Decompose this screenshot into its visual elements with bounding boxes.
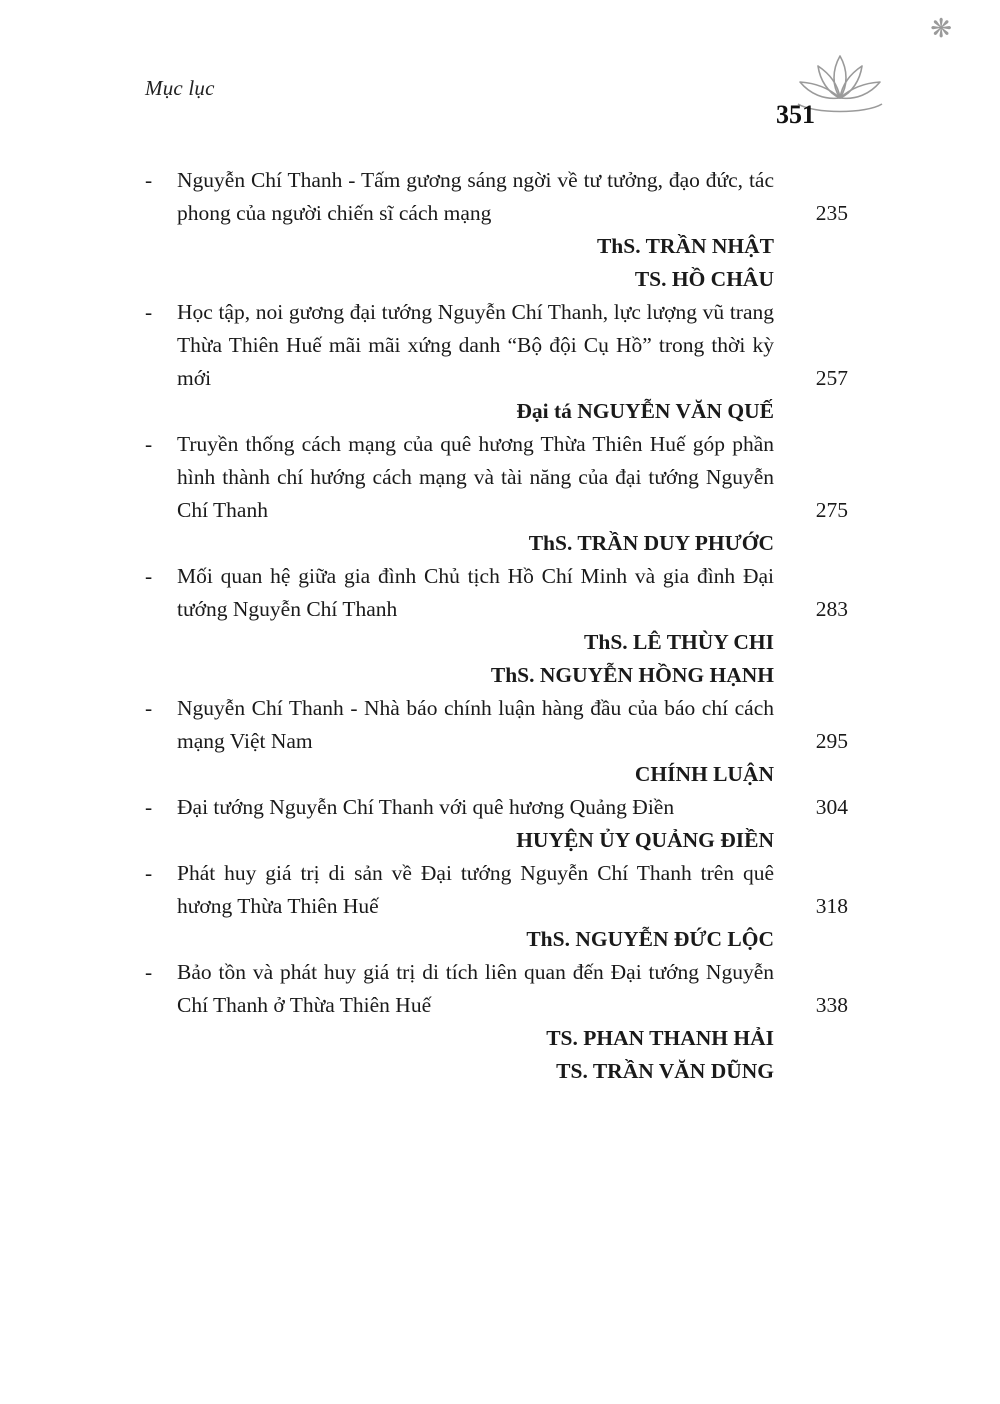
entry-page-number: 283: [815, 597, 848, 621]
entry-title: Bảo tồn và phát huy giá trị di tích liên quan đến Đại tướng Nguyễn Chí Thanh ở Thừa Thiên Huế: [177, 960, 774, 1017]
toc-entry-row: [145, 956, 848, 1022]
entry-dash: -: [145, 432, 153, 456]
entry-page-number: 235: [815, 201, 848, 225]
entry-dash: -: [145, 861, 153, 885]
author-name: Đại tá NGUYỄN VĂN QUẾ: [516, 399, 774, 423]
entry-authors: [145, 626, 848, 692]
entry-authors: [145, 230, 848, 296]
author-name: ThS. TRẦN DUY PHƯỚC: [528, 531, 774, 555]
toc-entry-row: [145, 560, 848, 626]
author-name: TS. HỒ CHÂU: [634, 267, 774, 291]
page-header: [145, 14, 952, 132]
author-name: ThS. NGUYỄN ĐỨC LỘC: [526, 927, 774, 951]
entry-title: Nguyễn Chí Thanh - Nhà báo chính luận hàng đầu của báo chí cách mạng Việt Nam: [177, 696, 774, 753]
author-name: ThS. TRẦN NHẬT: [596, 234, 774, 258]
entry-page-number: 318: [815, 894, 848, 918]
toc-entry-row: [145, 692, 848, 758]
toc-entry-row: [145, 791, 848, 824]
author-name: ThS. LÊ THÙY CHI: [584, 630, 774, 654]
toc-entry-row: [145, 428, 848, 527]
entry-authors: [145, 527, 848, 560]
entry-page-number: 295: [815, 729, 848, 753]
entry-page-number: 257: [815, 366, 848, 390]
entry-authors: [145, 758, 848, 791]
entry-dash: -: [145, 300, 153, 324]
author-name: ThS. NGUYỄN HỒNG HẠNH: [490, 663, 774, 687]
toc-entry: [145, 296, 848, 428]
entry-authors: [145, 395, 848, 428]
author-name: TS. TRẦN VĂN DŨNG: [556, 1059, 774, 1083]
entry-page-number: 275: [815, 498, 848, 522]
folio-group: [762, 50, 892, 134]
entry-dash: -: [145, 696, 153, 720]
entry-dash: -: [145, 168, 153, 192]
toc-entry: [145, 692, 848, 791]
toc-entry: [145, 857, 848, 956]
entry-title: Học tập, noi gương đại tướng Nguyễn Chí Thanh, lực lượng vũ trang Thừa Thiên Huế mãi mãi xứng danh “Bộ đội Cụ Hồ” trong thời kỳ mới: [177, 300, 774, 390]
entry-dash: -: [145, 564, 153, 588]
entry-page-number: 338: [815, 993, 848, 1017]
entry-authors: [145, 1022, 848, 1088]
toc-entry: [145, 791, 848, 857]
toc-entry-row: [145, 296, 848, 395]
entry-title: Phát huy giá trị di sản về Đại tướng Nguyễn Chí Thanh trên quê hương Thừa Thiên Huế: [177, 861, 774, 918]
author-name: TS. PHAN THANH HẢI: [546, 1026, 774, 1050]
author-name: CHÍNH LUẬN: [634, 762, 774, 786]
toc-entry: [145, 164, 848, 296]
author-name: HUYỆN ỦY QUẢNG ĐIỀN: [516, 828, 774, 852]
toc-list: [145, 164, 848, 1088]
toc-entry-row: [145, 857, 848, 923]
entry-authors: [145, 824, 848, 857]
entry-dash: -: [145, 960, 153, 984]
entry-title: Nguyễn Chí Thanh - Tấm gương sáng ngời về tư tưởng, đạo đức, tác phong của người chiến sĩ cách mạng: [177, 168, 774, 225]
entry-title: Truyền thống cách mạng của quê hương Thừa Thiên Huế góp phần hình thành chí hướng cách mạng và tài năng của đại tướng Nguyễn Chí Thanh: [177, 432, 774, 522]
entry-page-number: 304: [815, 795, 848, 819]
asterisk-ornament-icon: ❋: [930, 14, 952, 44]
running-header: Mục lục: [145, 76, 215, 100]
entry-title: Đại tướng Nguyễn Chí Thanh với quê hương Quảng Điền: [177, 795, 675, 819]
entry-dash: -: [145, 795, 153, 819]
toc-entry: [145, 560, 848, 692]
toc-entry: [145, 956, 848, 1088]
toc-entry-row: [145, 164, 848, 230]
page-number: 351: [776, 100, 815, 129]
entry-title: Mối quan hệ giữa gia đình Chủ tịch Hồ Chí Minh và gia đình Đại tướng Nguyễn Chí Thanh: [177, 564, 774, 621]
entry-authors: [145, 923, 848, 956]
toc-entry: [145, 428, 848, 560]
